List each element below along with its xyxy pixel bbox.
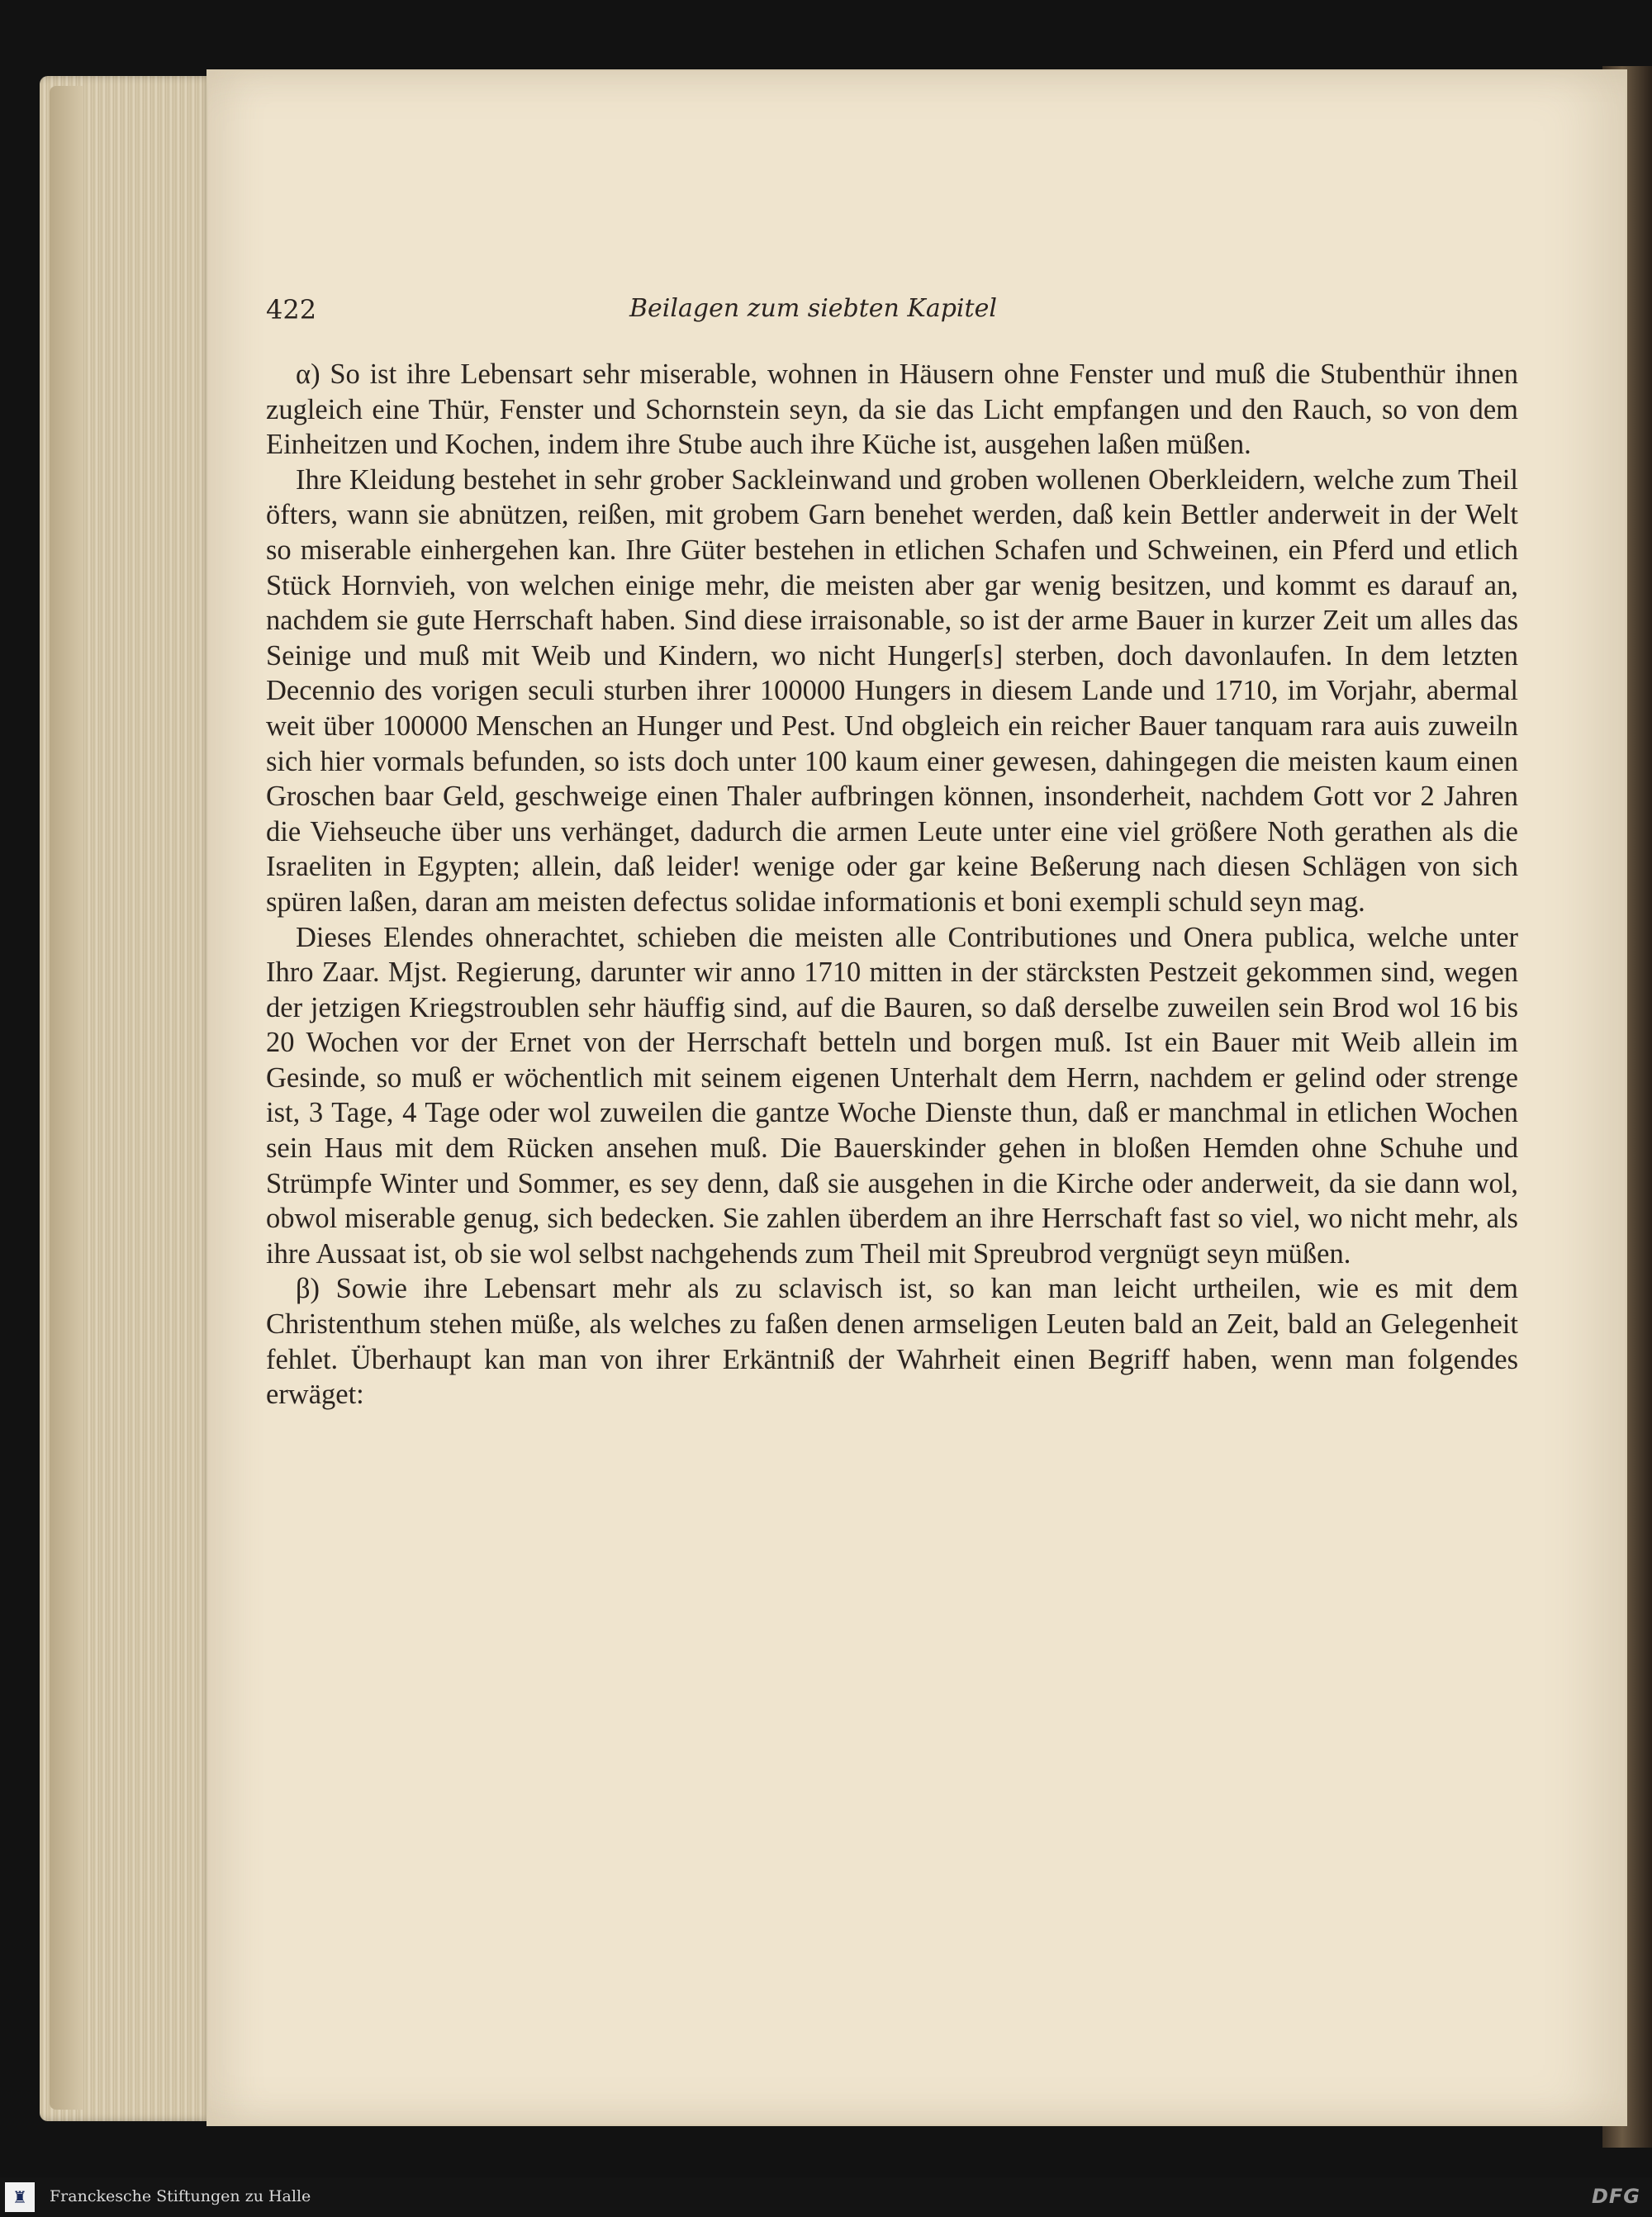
paragraph-clothing: Ihre Kleidung bestehet in sehr grober Sackleinwand und groben wollenen Oberkleidern, welche zum Theil öfters, wann sie abnützen, reißen, mit grobem Garn benehet werden, daß kein Bettler anderweit in der Welt so miserable einhergehen kan. Ihre Güter bestehen in etlichen Schafen und Schweinen, ein Pferd und etlich Stück Hornvieh, von welchen einige mehr, die meisten aber gar wenig besitzen, und kommt es darauf an, nachdem sie gute Herrschaft haben. Sind diese irraisonable, so ist der arme Bauer in kurzer Zeit um alles das Seinige und muß mit Weib und Kindern, wo nicht Hunger[s] sterben, doch davonlaufen. In dem letzten Decennio des vorigen seculi sturben ihrer 100000 Hungers in diesem Lande und 1710, im Vorjahr, abermal weit über 100000 Menschen an Hunger und Pest. Und obgleich ein reicher Bauer tanquam rara auis zuweiln sich hier vormals befunden, so ists doch unter 100 kaum einer gewesen, dahingegen die meisten kaum einen Groschen baar Geld, geschweige einen Thaler aufbringen können, insonderheit, nachdem Gott vor 2 Jahren die Viehseuche über uns verhänget, dadurch die armen Leute unter eine viel größere Noth gerathen als die Israeliten in Egypten; allein, daß leider! wenige oder gar keine Beßerung nach diesen Schlägen von sich spüren laßen, daran am meisten defectus solidae informationis et boni exempli schuld seyn mag. — [266, 463, 1518, 918]
running-head — [266, 294, 1518, 335]
running-title: Beilagen zum siebten Kapitel — [629, 294, 997, 323]
dfg-logo: DFG — [1591, 2185, 1640, 2208]
paragraph-contributions: Dieses Elendes ohnerachtet, schieben die meisten alle Contributiones und Onera publica, welche unter Ihro Zaar. Mjst. Regierung, darunter wir anno 1710 mitten in der stärcksten Pestzeit gekommen sind, wegen der jetzigen Kriegstroublen sehr häuffig sind, auf die Bauren, so daß derselbe zuweilen sein Brod wol 16 bis 20 Wochen vor der Ernet von der Herrschaft betteln und borgen muß. Ist ein Bauer mit Weib allein im Gesinde, so muß er wöchentlich mit seinem eigenen Unterhalt dem Herrn, nachdem er gelind oder strenge ist, 3 Tage, 4 Tage oder wol zuweilen die gantze Woche Dienste thun, daß er manchmal in etlichen Wochen sein Haus mit dem Rücken ansehen muß. Die Bauerskinder gehen in bloßen Hemden ohne Schuhe und Strümpfe Winter und Sommer, es sey denn, daß sie ausgehen in die Kirche oder anderweit, da sie dann wol, obwol miserable genug, sich bedecken. Sie zahlen überdem an ihre Herrschaft fast so viel, wo nicht mehr, als ihre Aussaat ist, ob sie wol selbst nachgehends zum Theil mit Spreubrod vergnügt seyn müßen. — [266, 921, 1518, 1270]
institution-logo-icon: ♜ — [5, 2182, 35, 2212]
page-number: 422 — [266, 294, 317, 325]
paragraph-alpha: α) So ist ihre Lebensart sehr miserable, wohnen in Häusern ohne Fenster und muß die Stubenthür ihnen zugleich eine Thür, Fenster und Schornstein seyn, da sie das Licht empfangen und den Rauch, so von dem Einheitzen und Kochen, indem ihre Stube auch ihre Küche ist, ausgehen laßen müßen. — [266, 358, 1518, 461]
paragraph-beta: β) Sowie ihre Lebensart mehr als zu sclavisch ist, so kan man leicht urtheilen, wie es mit dem Christenthum stehen müße, als welches zu faßen denen armseligen Leuten bald an Zeit, bald an Gelegenheit fehlet. Überhaupt kan man von ihrer Erkäntniß der Wahrheit einen Begriff haben, wenn man folgendes erwäget: — [266, 1273, 1518, 1411]
book-edge-shadow — [50, 86, 83, 2110]
body-text — [266, 357, 1518, 1412]
institution-name: Franckesche Stiftungen zu Halle — [50, 2187, 311, 2205]
viewer-footer — [0, 2177, 1652, 2217]
